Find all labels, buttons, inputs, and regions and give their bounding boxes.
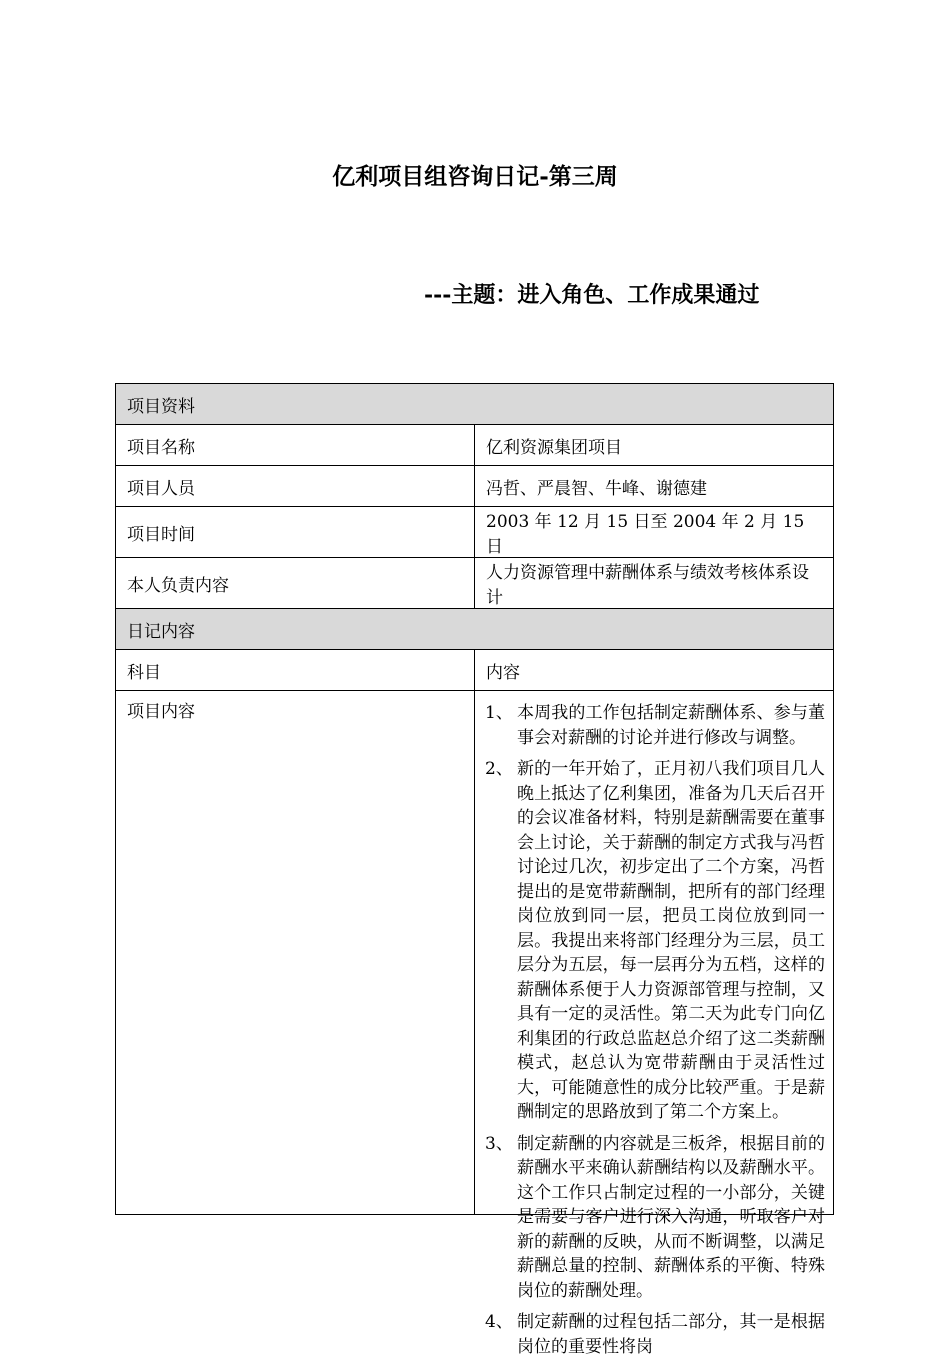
table-row	[116, 507, 834, 558]
content-row	[116, 691, 834, 1215]
row-value: 亿利资源集团项目	[475, 425, 834, 466]
header-content: 内容	[475, 650, 834, 691]
content-label: 项目内容	[116, 691, 475, 1215]
content-body	[475, 691, 834, 1357]
item-number: 2、	[485, 759, 513, 779]
document-subtitle: ---主题：进入角色、工作成果通过	[424, 282, 760, 308]
section-row-diary	[116, 609, 834, 650]
list-item	[485, 1310, 825, 1359]
list-item	[485, 1132, 825, 1304]
row-label: 项目名称	[116, 425, 475, 466]
item-number: 1、	[485, 703, 513, 723]
item-text: 本周我的工作包括制定薪酬体系、参与董事会对薪酬的讨论并进行修改与调整。	[517, 703, 825, 748]
row-value: 人力资源管理中薪酬体系与绩效考核体系设计	[475, 558, 834, 609]
section-row-info	[116, 384, 834, 425]
header-subject: 科目	[116, 650, 475, 691]
row-value: 2003 年 12 月 15 日至 2004 年 2 月 15 日	[475, 507, 834, 558]
list-item	[485, 757, 825, 1125]
item-number: 4、	[485, 1312, 513, 1332]
table-row	[116, 425, 834, 466]
table-row	[116, 466, 834, 507]
content-list	[485, 701, 825, 1357]
row-value: 冯哲、严晨智、牛峰、谢德建	[475, 466, 834, 507]
item-number: 3、	[485, 1133, 513, 1154]
row-label: 项目时间	[116, 507, 475, 558]
section-heading-diary: 日记内容	[116, 609, 834, 650]
item-text: 制定薪酬的内容就是三板斧，根据目前的薪酬水平来确认薪酬结构以及薪酬水平。这个工作只占制定过程的一小部分，关键是需要与客户进行深入沟通，听取客户对新的薪酬的反映，从而不断调整，以满足薪酬总量的控制、薪酬体系的平衡、特殊岗位的薪酬处理。	[517, 1133, 825, 1301]
diary-table	[115, 383, 834, 1357]
document-title: 亿利项目组咨询日记-第三周	[332, 163, 618, 190]
item-text: 制定薪酬的过程包括二部分，其一是根据岗位的重要性将岗	[517, 1312, 825, 1357]
section-heading-info: 项目资料	[116, 384, 834, 425]
row-label: 本人负责内容	[116, 558, 475, 609]
list-item	[485, 701, 825, 750]
table-row	[116, 558, 834, 609]
table-header-row	[116, 650, 834, 691]
row-label: 项目人员	[116, 466, 475, 507]
item-text: 新的一年开始了，正月初八我们项目几人晚上抵达了亿利集团，准备为几天后召开的会议准备材料，特别是薪酬需要在董事会上讨论，关于薪酬的制定方式我与冯哲讨论过几次，初步定出了二个方案，冯哲提出的是宽带薪酬制，把所有的部门经理岗位放到同一层，把员工岗位放到同一层。我提出来将部门经理分为三层，员工层分为五层，每一层再分为五档，这样的薪酬体系便于人力资源部管理与控制，又具有一定的灵活性。第二天为此专门向亿利集团的行政总监赵总介绍了这二类薪酬模式，赵总认为宽带薪酬由于灵活性过大，可能随意性的成分比较严重。于是薪酬制定的思路放到了第二个方案上。	[517, 759, 825, 1122]
